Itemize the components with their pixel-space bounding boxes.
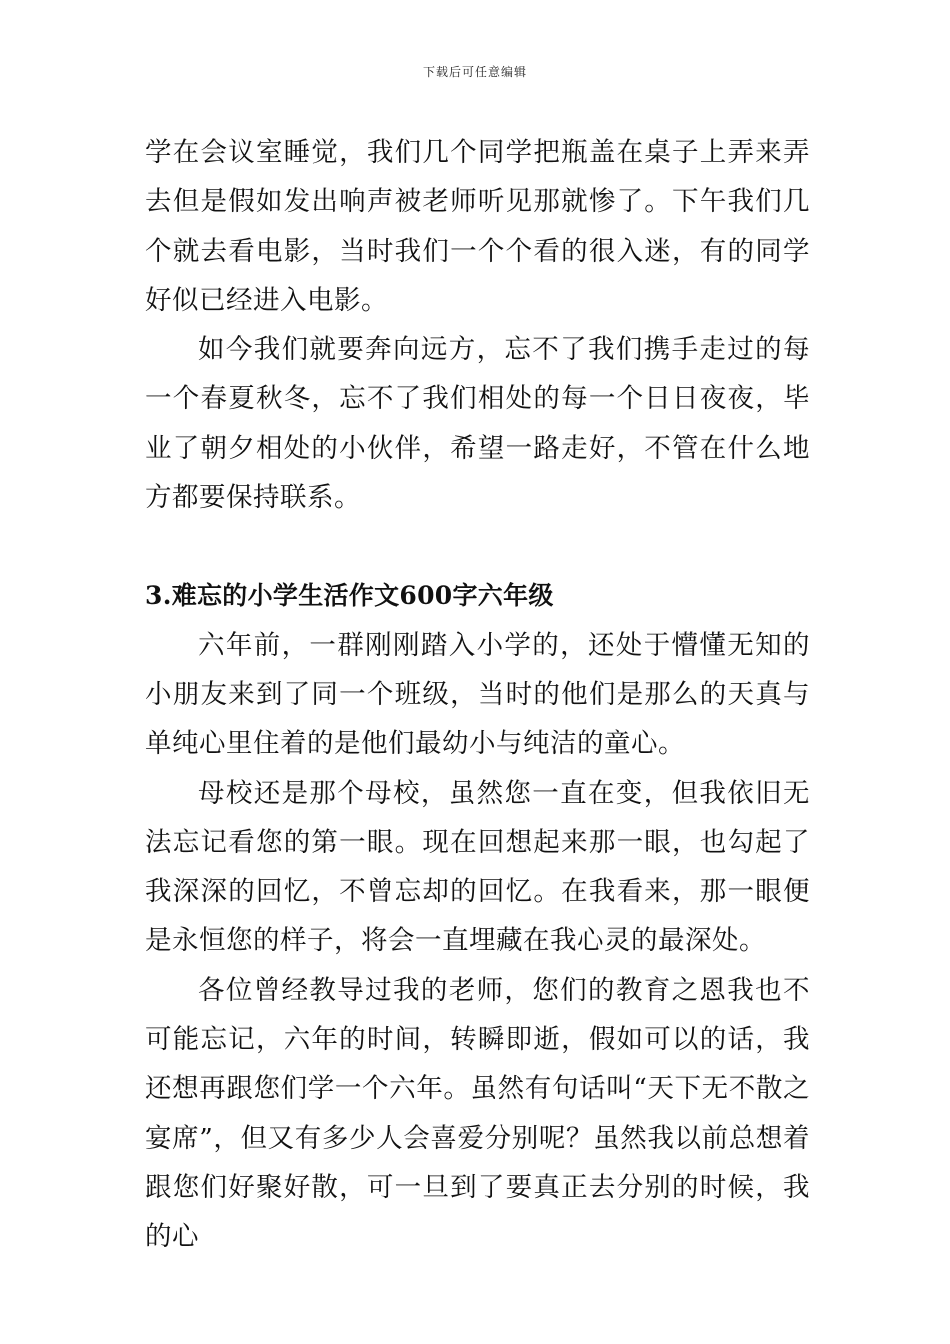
paragraph-continued: 学在会议室睡觉，我们几个同学把瓶盖在桌子上弄来弄去但是假如发出响声被老师听见那就惨了。下午我们几个就去看电影，当时我们一个个看的很入迷，有的同学好似已经进入电影。: [145, 137, 810, 316]
paragraph: 如今我们就要奔向远方，忘不了我们携手走过的每一个春夏秋冬，忘不了我们相处的每一个日日夜夜，毕业了朝夕相处的小伙伴，希望一路走好，不管在什么地方都要保持联系。: [145, 334, 810, 514]
page-header: 下载后可任意编辑: [422, 65, 527, 79]
paragraph: 母校还是那个母校，虽然您一直在变，但我依旧无法忘记看您的第一眼。现在回想起来那一眼，也勾起了我深深的回忆，不曾忘却的回忆。在我看来，那一眼便是永恒您的样子，将会一直埋藏在我心灵的最深处。: [145, 777, 810, 957]
paragraph: 各位曾经教导过我的老师，您们的教育之恩我也不可能忘记，六年的时间，转瞬即逝，假如可以的话，我还想再跟您们学一个六年。虽然有句话叫“天下无不散之宴席”，但又有多少人会喜爱分别呢？虽然我以前总想着跟您们好聚好散，可一旦到了要真正去分别的时候，我的心: [145, 974, 810, 1253]
document-body: [145, 128, 810, 1262]
section-gap: [145, 522, 810, 571]
section-heading: 3.难忘的小学生活作文600字六年级: [145, 581, 554, 611]
paragraph: 六年前，一群刚刚踏入小学的，还处于懵懂无知的小朋友来到了同一个班级，当时的他们是那么的天真与单纯心里住着的是他们最幼小与纯洁的童心。: [145, 629, 810, 760]
